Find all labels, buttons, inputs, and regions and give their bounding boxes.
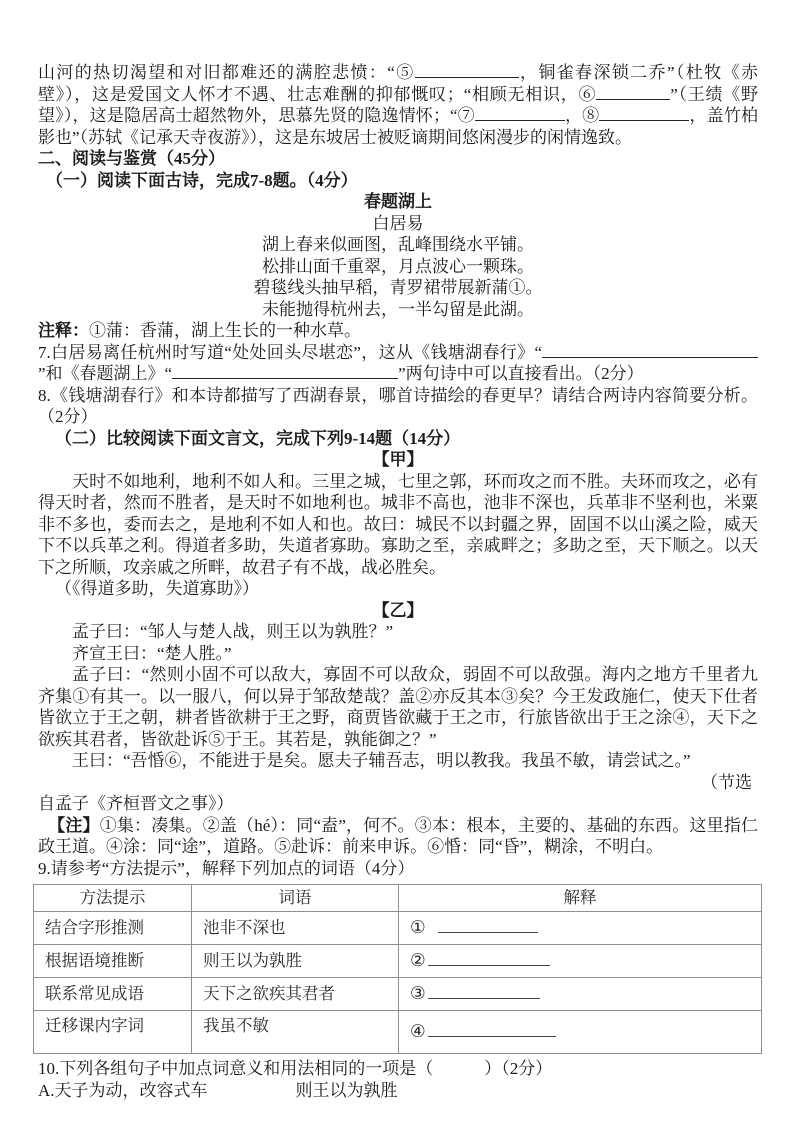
q9-answer-blank-4[interactable] [428,1023,556,1037]
cell-explain [399,1011,762,1054]
table-row [34,1011,762,1054]
cell-phrase: 则王以为孰胜 [192,945,399,978]
answer-blank-5[interactable] [415,62,519,78]
question-8: 8.《钱塘湖春行》和本诗都描写了西湖春景，哪首诗描绘的春更早？请结合两诗内容简要分析。（2分） [38,385,758,426]
cell-explain [399,978,762,1011]
section-2-heading: 二、阅读与鉴赏（45分） [38,149,225,168]
header-phrase: 词语 [192,885,399,912]
question-10-option-a [38,1080,758,1102]
answer-blank-8[interactable] [599,105,689,121]
cell-method: 联系常见成语 [34,978,192,1011]
option-a-left: A.天子为动，改容式车 [38,1080,208,1100]
q7-text-1: 7.白居易离任杭州时写道“处处回头尽堪恋”，这从《钱塘湖春行》“ [38,342,542,362]
passage-notes [38,815,758,858]
poem-line: 未能抛得杭州去，一半勾留是此湖。 [262,299,534,319]
question-9-prompt: 9.请参考“方法提示”，解释下列加点的词语（4分） [38,858,415,878]
intro-paragraph [38,62,758,148]
q7-text-2: ”和《春题湖上》“ [38,364,173,383]
q7-answer-blank-1[interactable] [542,342,758,358]
passage-jia-label: 【甲】 [372,450,424,469]
notes-label: 【注】 [48,815,100,835]
poem-author: 白居易 [372,213,424,233]
notes-text: ①集：凑集。②盖（hé）：同“盍”，何不。③本：根本，主要的、基础的东西。这里指仁政王道。④涂：同“途”，道路。⑤赴诉：前来申诉。⑥惛：同“昏”，糊涂，不明白。 [38,815,758,856]
poem-note [38,320,758,342]
answer-number: ③ [410,983,426,1004]
cell-explain [399,945,762,978]
q9-answer-blank-1[interactable] [438,919,538,933]
q7-text-3: ”两句诗中可以直接看出。（2分） [398,364,644,383]
option-a-right: 则王以为孰胜 [295,1080,398,1100]
intro-text-1: 山河的热切渴望和对旧都难还的满腔悲愤：“⑤ [38,63,415,82]
q9-answer-blank-2[interactable] [428,952,550,966]
intro-text-2: ，铜雀春深锁二乔”（杜牧《赤壁》），这是爱国文人怀才不遇、壮志难酬的抑郁慨叹；“相顾无相识，⑥ [38,63,759,104]
poem-line: 碧毯线头抽早稻，青罗裙带展新蒲①。 [253,278,543,297]
cell-phrase: 我虽不敏 [192,1011,399,1054]
answer-number: ④ [410,1021,426,1042]
answer-blank-6[interactable] [596,84,670,100]
poem-note-label: 注释： [38,321,89,340]
passage-yi-paragraph-1: 孟子曰：“邹人与楚人战，则王以为孰胜？” [72,622,394,641]
answer-number: ① [410,917,426,938]
table-row [34,978,762,1011]
cell-phrase: 池非不深也 [192,912,399,945]
header-explain: 解释 [399,885,762,912]
subsection-2-heading: （二）比较阅读下面文言文，完成下列9-14题（14分） [55,428,461,448]
subsection-1-heading: （一）阅读下面古诗，完成7-8题。（4分） [46,170,358,190]
passage-yi-paragraph-4: 王曰：“吾惛⑥，不能进于是矣。愿夫子辅吾志，明以教我。我虽不敏，请尝试之。” [72,751,691,770]
intro-text-3: ”（王绩《野望》），这是隐居高士超然物外，思慕先贤的隐逸情怀；“⑦ [38,84,758,125]
passage-yi-paragraph-3: 孟子曰：“然则小固不可以敌大，寡固不可以敌众，弱固不可以敌强。海内之地方千里者九齐集①有其一。以一服八，何以异于邹敌楚哉？盖②亦反其本③矣？今王发政施仁，使天下仕者皆欲立于王之朝，耕者皆欲耕于王之野，商贾皆欲藏于王之市，行旅皆欲出于王之涂④，天下之欲疾其君者，皆欲赴诉⑤于王。其若是，孰能御之？” [38,665,758,749]
question-9-table [33,884,762,1054]
poem-line: 松排山面千重翠，月点波心一颗珠。 [262,256,534,276]
intro-text-4: ，⑧ [564,106,600,125]
poem-title: 春题湖上 [364,192,432,211]
passage-yi-label: 【乙】 [372,600,424,620]
passage-jia-text: 天时不如地利，地利不如人和。三里之城，七里之郭，环而攻之而不胜。夫环而攻之，必有得天时者，然而不胜者，是天时不如地利也。城非不高也，池非不深也，兵革非不坚利也，米粟非不多也，委而去之，是地利不如人和也。故曰：城民不以封疆之界，固国不以山溪之险，威天下不以兵革之利。得道者多助，失道者寡助。寡助之至，亲戚畔之；多助之至，天下顺之。以天下之所顺，攻亲戚之所畔，故君子有不战，战必胜矣。 [38,471,758,577]
passage-jia-source: （《得道多助，失道寡助》） [55,579,259,598]
cell-phrase: 天下之欲疾其君者 [192,978,399,1011]
cell-method: 根据语境推断 [34,945,192,978]
cell-method: 迁移课内字词 [34,1011,192,1054]
question-7 [38,342,758,385]
question-10-prompt: 10.下列各组句子中加点词意义和用法相同的一项是（ ）（2分） [38,1059,553,1078]
header-method: 方法提示 [34,885,192,912]
cell-explain [399,912,762,945]
poem-line: 湖上春来似画图，乱峰围绕水平铺。 [262,235,534,254]
q7-answer-blank-2[interactable] [172,363,398,379]
passage-yi-source-line-1: （节选 [701,772,752,792]
answer-number: ② [410,950,426,971]
q9-answer-blank-3[interactable] [428,985,540,999]
table-row [34,945,762,978]
answer-blank-7[interactable] [475,105,565,121]
poem [38,191,758,320]
table-header-row [34,885,762,912]
table-row [34,912,762,945]
passage-yi-source-line-2: 自孟子《齐桓晋文之事》） [38,794,234,813]
poem-note-text: ①蒲：香蒲，湖上生长的一种水草。 [89,321,361,340]
cell-method: 结合字形推测 [34,912,192,945]
intro-text-5: ，盖竹柏影也”（苏轼《记承天寺夜游》），这是东坡居士被贬谪期间悠闲漫步的闲情逸致。 [38,106,759,147]
passage-yi-paragraph-2: 齐宣王曰：“楚人胜。” [72,643,232,663]
